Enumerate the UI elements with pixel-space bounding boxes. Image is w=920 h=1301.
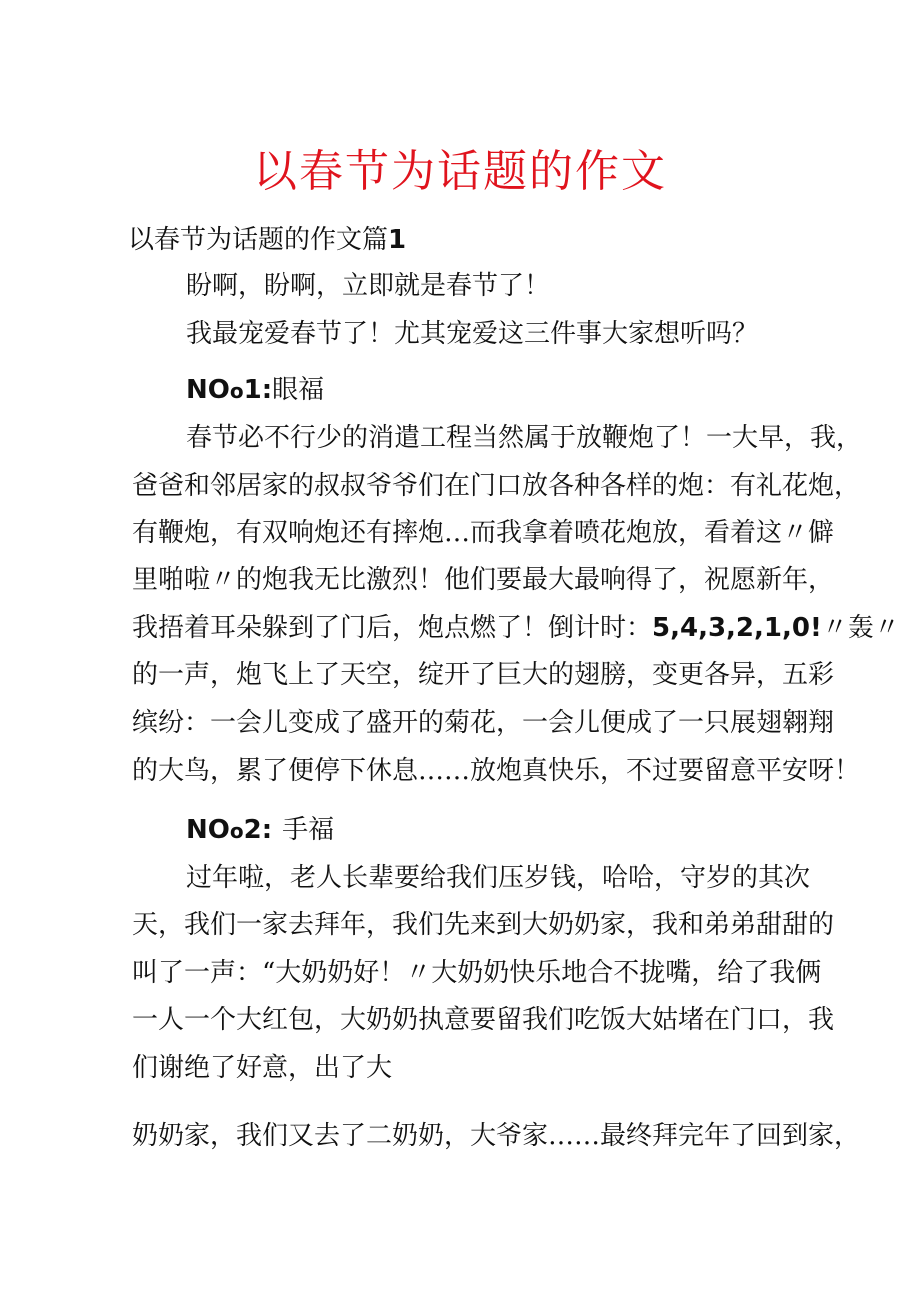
paragraph-2-line-6: 奶奶家，我们又去了二奶奶，大爷家……最终拜完年了回到家， bbox=[132, 1121, 861, 1151]
section-1-mark: o bbox=[229, 379, 244, 403]
countdown-after: 〃轰〃 bbox=[821, 613, 900, 643]
paragraph-2-line-5: 们谢绝了好意，出了大 bbox=[132, 1053, 393, 1083]
section-2-name: 手福 bbox=[282, 815, 335, 845]
paragraph-1-line-7: 缤纷：一会儿变成了盛开的菊花，一会儿便成了一只展翅翱翔 bbox=[132, 708, 835, 738]
paragraph-1-line-1: 春节必不行少的消遣工程当然属于放鞭炮了！一大早，我， bbox=[186, 423, 863, 453]
paragraph-2-line-4: 一人一个大红包，大奶奶执意要留我们吃饭大姑堵在门口，我 bbox=[132, 1005, 835, 1035]
section-2-number: 2: bbox=[243, 815, 273, 845]
section-1-label: NO bbox=[186, 375, 230, 405]
paragraph-1-line-6: 的一声，炮飞上了天空，绽开了巨大的翅膀，变更各异，五彩 bbox=[132, 660, 835, 690]
countdown-before: 我捂着耳朵躲到了门后，炮点燃了！倒计时： bbox=[132, 613, 653, 643]
paragraph-1-line-3: 有鞭炮，有双响炮还有摔炮…而我拿着喷花炮放，看着这〃僻 bbox=[132, 518, 835, 548]
paragraph-1-line-5 bbox=[132, 610, 900, 646]
countdown-numbers: 5,4,3,2,1,0! bbox=[652, 613, 822, 643]
section-1-name: 眼福 bbox=[272, 375, 325, 405]
document-title: 以春节为话题的作文 bbox=[253, 146, 667, 197]
section-2-mark: o bbox=[229, 819, 244, 843]
paragraph-1-line-2: 爸爸和邻居家的叔叔爷爷们在门口放各种各样的炮：有礼花炮， bbox=[132, 471, 861, 501]
paragraph-2-line-3: 叫了一声：“大奶奶好！〃大奶奶快乐地合不拢嘴，给了我俩 bbox=[132, 958, 822, 988]
essay-heading-number: 1 bbox=[388, 225, 407, 255]
paragraph-1-line-8: 的大鸟，累了便停下休息……放炮真快乐，不过要留意平安呀！ bbox=[132, 756, 861, 786]
essay-heading-text: 以春节为话题的作文篇 bbox=[128, 225, 389, 255]
intro-line-1: 盼啊，盼啊，立即就是春节了！ bbox=[186, 271, 551, 301]
essay-heading bbox=[128, 222, 406, 258]
section-1-number: 1: bbox=[243, 375, 273, 405]
intro-line-2: 我最宠爱春节了！尤其宠爱这三件事大家想听吗？ bbox=[186, 319, 759, 349]
section-2-heading bbox=[186, 812, 334, 849]
paragraph-2-line-1: 过年啦，老人长辈要给我们压岁钱，哈哈，守岁的其次 bbox=[186, 863, 811, 893]
paragraph-2-line-2: 天，我们一家去拜年，我们先来到大奶奶家，我和弟弟甜甜的 bbox=[132, 910, 835, 940]
section-2-label: NO bbox=[186, 815, 230, 845]
section-1-heading bbox=[186, 372, 324, 409]
paragraph-1-line-4: 里啪啦〃的炮我无比激烈！他们要最大最响得了，祝愿新年， bbox=[132, 565, 835, 595]
